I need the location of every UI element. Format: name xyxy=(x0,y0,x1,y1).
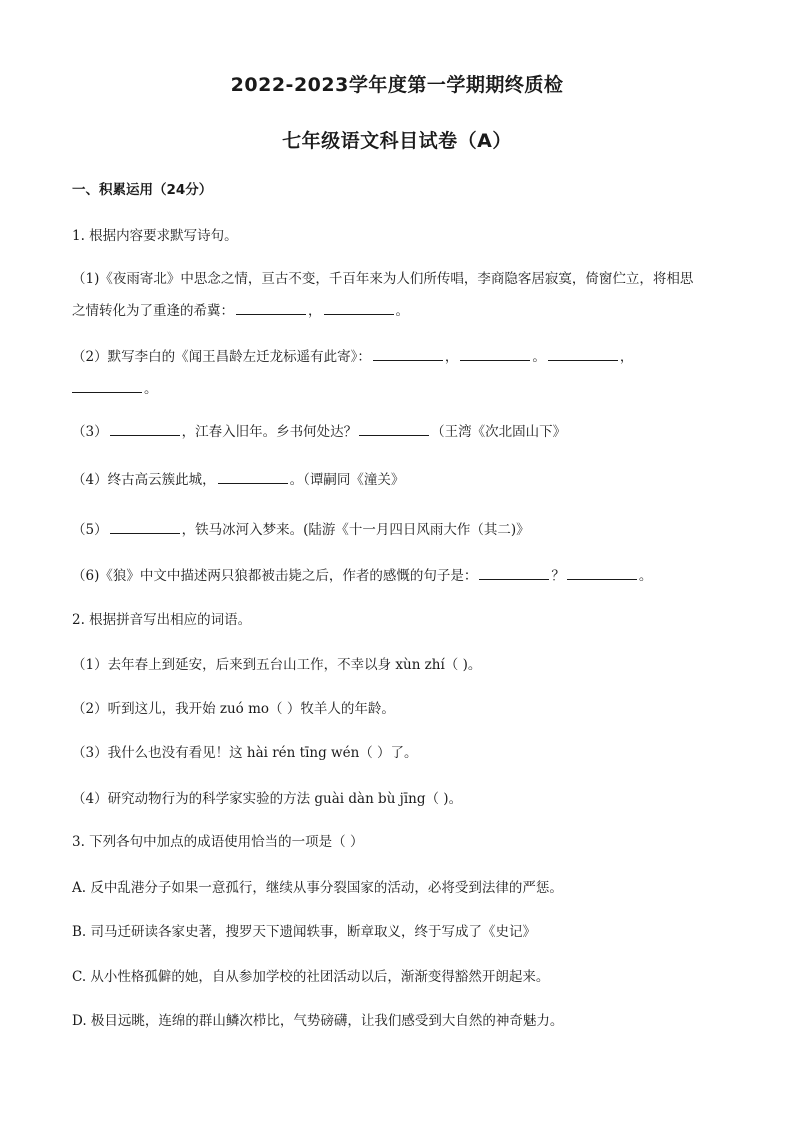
question-1-stem: 1. 根据内容要求默写诗句。 xyxy=(72,228,238,244)
q3-option-a[interactable]: A. 反中乱港分子如果一意孤行，继续从事分裂国家的活动，必将受到法律的严惩。 xyxy=(72,880,563,896)
section-heading: 一、积累运用（24分） xyxy=(72,182,213,198)
q1-sub2-line2: 。 xyxy=(72,377,158,397)
question-3-stem: 3. 下列各句中加点的成语使用恰当的一项是（ ） xyxy=(72,834,364,850)
answer-blank[interactable] xyxy=(236,300,306,315)
q1-sub2-line1: （2）默写李白的《闻王昌龄左迁龙标遥有此寄》： ， 。 ， xyxy=(72,345,633,365)
q2-item: （3）我什么也没有看见！这 hài rén tīng wén（ ）了。 xyxy=(72,745,418,761)
q1-sub3: （3） ，江春入旧年。乡书何处达？ （王湾《次北固山下》 xyxy=(72,420,566,440)
answer-blank[interactable] xyxy=(548,346,618,361)
q1-sub1-text: 之情转化为了重逢的希冀： xyxy=(72,303,234,319)
answer-blank[interactable] xyxy=(567,565,637,580)
q3-option-d[interactable]: D. 极目远眺，连绵的群山鳞次栉比，气势磅礴，让我们感受到大自然的神奇魅力。 xyxy=(72,1013,564,1029)
q1-sub5: （5） ，铁马冰河入梦来。(陆游《十一月四日风雨大作（其二)》 xyxy=(72,518,530,538)
q1-sub1-line2: 之情转化为了重逢的希冀： ， 。 xyxy=(72,299,409,319)
q1-sub2-text: （2）默写李白的《闻王昌龄左迁龙标遥有此寄》： xyxy=(72,349,371,365)
question-2-stem: 2. 根据拼音写出相应的词语。 xyxy=(72,612,252,628)
q1-sub4: （4）终古高云簇此城， 。（谭嗣同《潼关》 xyxy=(72,468,404,488)
q3-option-c[interactable]: C. 从小性格孤僻的她，自从参加学校的社团活动以后，渐渐变得豁然开朗起来。 xyxy=(72,969,550,985)
exam-subtitle: 七年级语文科目试卷（A） xyxy=(282,130,512,152)
answer-blank[interactable] xyxy=(460,346,530,361)
answer-blank[interactable] xyxy=(373,346,443,361)
q3-option-b[interactable]: B. 司马迁研读各家史著，搜罗天下遗闻轶事，断章取义，终于写成了《史记》 xyxy=(72,924,537,940)
exam-title: 2022-2023学年度第一学期期终质检 xyxy=(230,74,564,96)
q2-item: （1）去年春上到延安，后来到五台山工作，不幸以身 xùn zhí（ )。 xyxy=(72,657,482,673)
q2-item: （2）听到这儿，我开始 zuó mo（ ）牧羊人的年龄。 xyxy=(72,701,395,717)
answer-blank[interactable] xyxy=(110,421,180,436)
answer-blank[interactable] xyxy=(324,300,394,315)
answer-blank[interactable] xyxy=(218,469,288,484)
q2-item: （4）研究动物行为的科学家实验的方法 guài dàn bù jīng（ )。 xyxy=(72,791,463,807)
q1-sub1-line1: （1)《夜雨寄北》中思念之情，亘古不变，千百年来为人们所传唱，李商隐客居寂寞，倚窗伫立，将相思 xyxy=(72,271,694,287)
answer-blank[interactable] xyxy=(110,519,180,534)
answer-blank[interactable] xyxy=(479,565,549,580)
answer-blank[interactable] xyxy=(359,421,429,436)
answer-blank[interactable] xyxy=(72,378,142,393)
q1-sub6: （6)《狼》中文中描述两只狼都被击毙之后，作者的感慨的句子是： ？ 。 xyxy=(72,564,652,584)
